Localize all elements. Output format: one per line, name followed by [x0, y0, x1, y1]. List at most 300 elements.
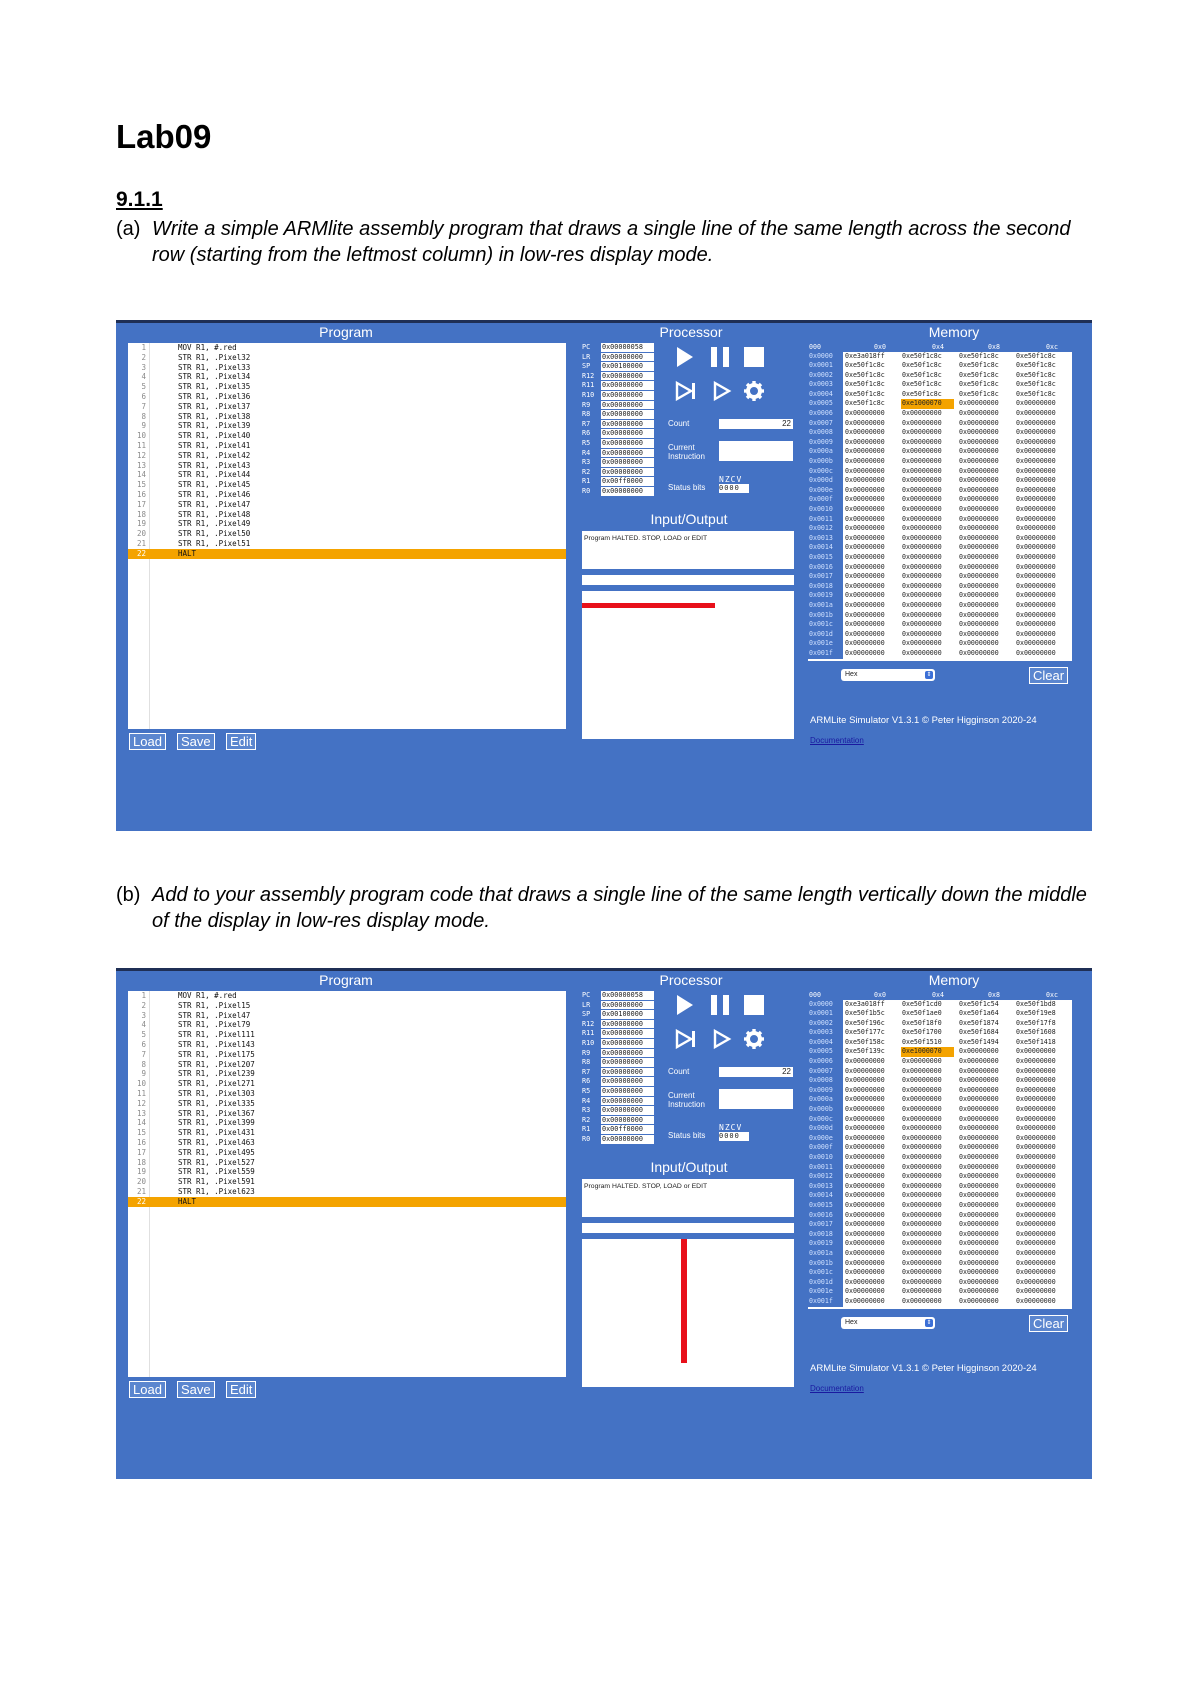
memory-word: 0x00000000: [1016, 495, 1056, 504]
save-button[interactable]: Save: [177, 1381, 215, 1398]
instruction-text: MOV R1, #.red: [178, 343, 237, 352]
instruction-text: STR R1, .Pixel33: [178, 362, 251, 372]
memory-address: 0x0010: [808, 505, 843, 515]
memory-word: 0x00000000: [902, 466, 942, 475]
instruction-text: STR R1, .Pixel49: [178, 519, 251, 529]
memory-word: 0x00000000: [1016, 1114, 1056, 1123]
memory-word: 0x00000000: [902, 533, 942, 542]
memory-word: 0x00000000: [1016, 418, 1056, 427]
memory-word: 0x00000000: [959, 485, 999, 494]
line-number: 10: [136, 431, 146, 441]
memory-row: [808, 438, 1072, 448]
instruction-text: STR R1, .Pixel431: [178, 1128, 255, 1138]
register-row: [582, 391, 658, 401]
memory-word: 0xe50f1c8c: [845, 370, 885, 379]
code-line: [128, 402, 566, 412]
memory-word: 0x00000000: [1016, 1200, 1056, 1209]
register-value: 0x00000000: [601, 449, 654, 458]
memory-word: 0x00000000: [845, 639, 885, 648]
register-row: [582, 468, 658, 478]
memory-word: 0x00000000: [845, 1095, 885, 1104]
memory-word: 0x00000000: [959, 581, 999, 590]
lit-pixel: [708, 603, 715, 608]
code-line: [128, 353, 566, 363]
memory-word: 0x00000000: [845, 1085, 885, 1094]
memory-word: 0x00000000: [902, 524, 942, 533]
nzcv-label: NZCV: [719, 1123, 743, 1132]
memory-panel-title: Memory: [928, 972, 980, 988]
memory-word: 0xe50f177c: [845, 1028, 885, 1037]
memory-word: 0x00000000: [959, 1191, 999, 1200]
line-number: 19: [136, 1167, 146, 1177]
pause-icon[interactable]: [711, 995, 731, 1015]
nzcv-value: 0000: [719, 484, 749, 493]
memory-header-row: [808, 991, 1072, 1000]
memory-word: 0x00000000: [1016, 1153, 1056, 1161]
memory-address: 0x0009: [808, 438, 843, 448]
memory-column-header: 0xc: [1046, 343, 1058, 351]
memory-word: 0x00000000: [902, 1210, 942, 1219]
memory-address: 0x0016: [808, 563, 843, 573]
register-row: [582, 439, 658, 449]
memory-word: 0x00000000: [959, 610, 999, 619]
line-number: 11: [136, 1088, 146, 1098]
memory-word: 0x00000000: [959, 543, 999, 552]
memory-word: 0xe50f1c8c: [959, 389, 999, 398]
line-number: 6: [141, 1039, 146, 1049]
pixel-display: [582, 1239, 794, 1387]
memory-header-row: [808, 343, 1072, 352]
memory-word: 0x00000000: [1016, 1248, 1056, 1257]
io-panel-title: Input/Output: [650, 511, 728, 527]
memory-word: 0xe50f1700: [902, 1028, 942, 1037]
display-format-select[interactable]: [841, 1317, 935, 1329]
memory-word: 0xe50f1c8c: [845, 380, 885, 389]
register-value: 0x00000000: [601, 1001, 654, 1010]
simulator-screenshot-b: [116, 968, 1092, 1479]
instruction-text: STR R1, .Pixel51: [178, 538, 251, 548]
register-name: PC: [582, 343, 591, 351]
memory-word: 0x00000000: [959, 1296, 999, 1305]
input-field[interactable]: [582, 1223, 794, 1233]
memory-row: [808, 1153, 1072, 1163]
memory-word: 0x00000000: [1016, 600, 1056, 609]
code-line: [128, 1050, 566, 1060]
memory-row: [808, 1067, 1072, 1077]
instruction-text: STR R1, .Pixel48: [178, 509, 251, 519]
memory-word: 0xe50f1684: [959, 1028, 999, 1037]
memory-word: 0x00000000: [902, 1095, 942, 1104]
register-value: 0x00000000: [601, 420, 654, 429]
register-row: [582, 372, 658, 382]
line-number: 16: [136, 1137, 146, 1147]
line-number: 15: [136, 1128, 146, 1138]
line-number: 18: [136, 1157, 146, 1167]
memory-address: 0x001f: [808, 649, 843, 659]
step-end-icon[interactable]: [675, 1029, 699, 1049]
line-number: 22: [136, 548, 146, 558]
memory-address: 0x0012: [808, 524, 843, 534]
memory-row: [808, 361, 1072, 371]
pause-icon[interactable]: [711, 347, 731, 367]
line-number: 21: [136, 1186, 146, 1196]
memory-word: 0x00000000: [959, 514, 999, 523]
memory-word: 0x00000000: [845, 600, 885, 609]
memory-row: [808, 1201, 1072, 1211]
memory-word: 0xe50f158c: [845, 1037, 885, 1046]
edit-button[interactable]: Edit: [226, 1381, 256, 1398]
program-panel-title: Program: [319, 972, 373, 988]
memory-word: 0xe1000070: [901, 1047, 954, 1056]
instruction-text: HALT: [178, 548, 197, 558]
instruction-text: HALT: [178, 1196, 197, 1206]
memory-word: 0x00000000: [959, 648, 999, 657]
document-title: Lab09: [116, 118, 212, 155]
program-editor[interactable]: [128, 991, 566, 1377]
count-value: 22: [719, 1067, 793, 1077]
register-name: R12: [582, 1019, 595, 1028]
line-number: 15: [136, 480, 146, 490]
memory-grid: [808, 991, 1072, 1309]
memory-word: 0x00000000: [845, 543, 885, 552]
register-value: 0x00000000: [601, 410, 654, 419]
memory-address: 0x000c: [808, 1115, 843, 1125]
documentation-link[interactable]: Documentation: [810, 1384, 864, 1393]
register-row: [582, 1135, 658, 1145]
memory-word: 0x00000000: [902, 1296, 942, 1305]
memory-row: [808, 1278, 1072, 1288]
memory-word: 0x00000000: [845, 466, 885, 475]
memory-word: 0x00000000: [902, 1143, 942, 1152]
code-line: [128, 529, 566, 539]
register-name: R12: [582, 371, 595, 380]
memory-row: [808, 649, 1072, 659]
memory-word: 0x00000000: [845, 629, 885, 638]
memory-word: 0x00000000: [959, 533, 999, 542]
register-row: [582, 1039, 658, 1049]
register-name: R2: [582, 1115, 591, 1124]
memory-word: 0x00000000: [959, 1287, 999, 1296]
memory-address: 0x0015: [808, 1201, 843, 1211]
register-name: R11: [582, 1029, 595, 1038]
memory-address: 0x001d: [808, 630, 843, 640]
memory-word: 0x00000000: [1016, 1268, 1056, 1277]
code-line: [128, 1197, 566, 1207]
memory-address: 0x001f: [808, 1297, 843, 1307]
memory-word: 0x00000000: [845, 485, 885, 494]
run-icon[interactable]: [677, 347, 693, 367]
memory-address: 0x001a: [808, 1249, 843, 1259]
memory-word: 0x00000000: [1016, 476, 1056, 485]
code-line: [128, 1030, 566, 1040]
memory-word: 0xe50f1874: [959, 1018, 999, 1027]
memory-address: 0x0002: [808, 1019, 843, 1029]
load-button[interactable]: Load: [129, 1381, 166, 1398]
memory-word: 0x00000000: [902, 428, 942, 437]
memory-row: [808, 572, 1072, 582]
memory-word: 0x00000000: [959, 1076, 999, 1085]
memory-word: 0x00000000: [1016, 1296, 1056, 1305]
memory-word: 0x00000000: [1016, 437, 1056, 446]
line-number: 12: [136, 450, 146, 460]
memory-word: 0x00000000: [1016, 1076, 1056, 1085]
instruction-text: STR R1, .Pixel463: [178, 1137, 255, 1147]
memory-word: 0x00000000: [845, 1162, 885, 1171]
memory-word: 0x00000000: [1016, 648, 1056, 657]
memory-column-header: 000: [809, 991, 821, 999]
memory-word: 0x00000000: [845, 1220, 885, 1229]
memory-word: 0x00000000: [845, 1229, 885, 1238]
line-number: 4: [141, 1020, 146, 1030]
memory-address: 0x0011: [808, 1163, 843, 1173]
register-value: 0x00000000: [601, 1020, 654, 1029]
status-bits-label: Status bits: [668, 1131, 706, 1140]
memory-word: 0x00000000: [902, 610, 942, 619]
memory-word: 0x00000000: [1016, 1085, 1056, 1094]
register-name: R4: [582, 1096, 591, 1105]
memory-word: 0x00000000: [845, 1200, 885, 1209]
memory-address: 0x0003: [808, 380, 843, 390]
instruction-text: STR R1, .Pixel32: [178, 352, 251, 362]
memory-row: [808, 467, 1072, 477]
line-number: 3: [141, 1010, 146, 1020]
stop-icon[interactable]: [744, 995, 764, 1015]
documentation-link[interactable]: Documentation: [810, 736, 864, 745]
memory-word: 0x00000000: [1016, 1105, 1056, 1114]
register-row: [582, 1077, 658, 1087]
load-button[interactable]: Load: [129, 733, 166, 750]
code-line: [128, 1128, 566, 1138]
register-value: 0x00000000: [601, 1077, 654, 1086]
memory-address: 0x001b: [808, 611, 843, 621]
memory-word: 0x00000000: [959, 1229, 999, 1238]
memory-address: 0x000a: [808, 447, 843, 457]
instruction-text: STR R1, .Pixel495: [178, 1147, 255, 1157]
instruction-text: STR R1, .Pixel35: [178, 382, 251, 392]
memory-row: [808, 534, 1072, 544]
memory-word: 0x00000000: [845, 533, 885, 542]
memory-word: 0x00000000: [902, 1105, 942, 1114]
input-field[interactable]: [582, 575, 794, 585]
memory-address: 0x0018: [808, 582, 843, 592]
register-row: [582, 487, 658, 497]
memory-word: 0x00000000: [1016, 620, 1056, 629]
memory-address: 0x0008: [808, 1076, 843, 1086]
memory-word: 0x00000000: [902, 1162, 942, 1171]
memory-word: 0x00000000: [902, 1191, 942, 1200]
register-name: R10: [582, 1038, 595, 1047]
line-number: 5: [141, 382, 146, 392]
memory-address: 0x0013: [808, 534, 843, 544]
memory-row: [808, 1239, 1072, 1249]
io-panel-title: Input/Output: [650, 1159, 728, 1175]
question-b: [116, 882, 1106, 934]
memory-address: 0x001e: [808, 1287, 843, 1297]
memory-row: [808, 495, 1072, 505]
line-number: 19: [136, 519, 146, 529]
code-line: [128, 1040, 566, 1050]
memory-word: 0xe50f17f8: [1016, 1018, 1056, 1027]
register-row: [582, 420, 658, 430]
memory-word: 0x00000000: [1016, 533, 1056, 542]
program-editor[interactable]: [128, 343, 566, 729]
register-row: [582, 1029, 658, 1039]
memory-word: 0x00000000: [845, 1296, 885, 1305]
memory-word: 0x00000000: [1016, 457, 1056, 466]
display-format-value: Hex: [845, 671, 858, 678]
status-bits-label: Status bits: [668, 483, 706, 492]
memory-word: 0x00000000: [1016, 466, 1056, 475]
instruction-text: STR R1, .Pixel239: [178, 1069, 255, 1079]
memory-word: 0xe50f139c: [845, 1047, 885, 1056]
memory-row: [808, 1163, 1072, 1173]
code-line: [128, 539, 566, 549]
memory-word: 0x00000000: [902, 1287, 942, 1296]
memory-address: 0x000f: [808, 495, 843, 505]
register-value: 0x00100000: [601, 362, 654, 371]
register-name: R11: [582, 381, 595, 390]
instruction-text: STR R1, .Pixel42: [178, 450, 251, 460]
display-format-select[interactable]: [841, 669, 935, 681]
stop-icon[interactable]: [744, 347, 764, 367]
memory-row: [808, 1182, 1072, 1192]
code-line: [128, 421, 566, 431]
code-line: [128, 1118, 566, 1128]
memory-address: 0x001b: [808, 1259, 843, 1269]
memory-word: 0x00000000: [902, 581, 942, 590]
code-line: [128, 1011, 566, 1021]
memory-row: [808, 1009, 1072, 1019]
line-number: 22: [136, 1196, 146, 1206]
edit-button[interactable]: Edit: [226, 733, 256, 750]
memory-row: [808, 601, 1072, 611]
code-line: [128, 343, 566, 353]
memory-word: 0x00000000: [902, 1057, 942, 1066]
register-row: [582, 381, 658, 391]
program-panel-title: Program: [319, 324, 373, 340]
simulator-credit: ARMLite Simulator V1.3.1 © Peter Higginson 2020-24: [810, 715, 1037, 726]
memory-word: 0x00000000: [845, 620, 885, 629]
instruction-text: STR R1, .Pixel79: [178, 1020, 251, 1030]
register-row: [582, 429, 658, 439]
register-name: R3: [582, 458, 591, 467]
gear-icon[interactable]: [743, 380, 765, 402]
register-row: [582, 1068, 658, 1078]
instruction-text: STR R1, .Pixel44: [178, 470, 251, 480]
step-icon[interactable]: [712, 1029, 732, 1049]
memory-word: 0x00000000: [1016, 428, 1056, 437]
memory-word: 0x00000000: [1016, 1143, 1056, 1152]
line-number: 7: [141, 1049, 146, 1059]
step-end-icon[interactable]: [675, 381, 699, 401]
current-instruction-box: [719, 441, 793, 461]
memory-word: 0x00000000: [959, 1066, 999, 1075]
instruction-text: STR R1, .Pixel34: [178, 372, 251, 382]
memory-address: 0x0001: [808, 1009, 843, 1019]
code-line: [128, 1167, 566, 1177]
memory-word: 0x00000000: [959, 495, 999, 504]
memory-word: 0x00000000: [902, 505, 942, 513]
save-button[interactable]: Save: [177, 733, 215, 750]
memory-word: 0x00000000: [902, 543, 942, 552]
memory-row: [808, 476, 1072, 486]
instruction-text: STR R1, .Pixel38: [178, 411, 251, 421]
memory-word: 0x00000000: [959, 1143, 999, 1152]
memory-address: 0x0006: [808, 1057, 843, 1067]
memory-word: 0x00000000: [902, 1277, 942, 1286]
instruction-text: STR R1, .Pixel175: [178, 1049, 255, 1059]
memory-row: [808, 1105, 1072, 1115]
instruction-text: STR R1, .Pixel15: [178, 1000, 251, 1010]
memory-address: 0x000e: [808, 1134, 843, 1144]
count-label: Count: [668, 419, 690, 428]
code-line: [128, 1089, 566, 1099]
register-value: 0x00000000: [601, 1087, 654, 1096]
register-value: 0x00000000: [601, 1058, 654, 1067]
code-line: [128, 500, 566, 510]
register-name: LR: [582, 1000, 591, 1009]
memory-address: 0x0002: [808, 371, 843, 381]
memory-column-header: 0x4: [932, 991, 944, 999]
register-value: 0x00000000: [601, 1106, 654, 1115]
register-name: R6: [582, 429, 591, 438]
instruction-text: STR R1, .Pixel47: [178, 1010, 251, 1020]
line-number: 14: [136, 470, 146, 480]
memory-row: [808, 1259, 1072, 1269]
code-line: [128, 441, 566, 451]
memory-word: 0x00000000: [959, 1047, 999, 1056]
memory-word: 0x00000000: [902, 1153, 942, 1161]
memory-row: [808, 1124, 1072, 1134]
memory-address: 0x0007: [808, 1067, 843, 1077]
memory-address: 0x0013: [808, 1182, 843, 1192]
memory-address: 0x0014: [808, 1191, 843, 1201]
processor-panel-title: Processor: [659, 972, 723, 988]
instruction-text: STR R1, .Pixel47: [178, 499, 251, 509]
memory-word: 0x00000000: [959, 1133, 999, 1142]
instruction-text: STR R1, .Pixel367: [178, 1108, 255, 1118]
memory-word: 0x00000000: [845, 1057, 885, 1066]
instruction-text: STR R1, .Pixel36: [178, 391, 251, 401]
line-number: 6: [141, 391, 146, 401]
memory-word: 0x00000000: [902, 1239, 942, 1248]
memory-word: 0xe50f1b5c: [845, 1009, 885, 1018]
clear-button[interactable]: Clear: [1029, 667, 1068, 684]
run-icon[interactable]: [677, 995, 693, 1015]
line-number: 5: [141, 1030, 146, 1040]
memory-address: 0x0006: [808, 409, 843, 419]
register-row: [582, 477, 658, 487]
memory-address: 0x0014: [808, 543, 843, 553]
gear-icon[interactable]: [743, 1028, 765, 1050]
memory-address: 0x0003: [808, 1028, 843, 1038]
memory-word: 0x00000000: [902, 476, 942, 485]
memory-word: 0x00000000: [959, 629, 999, 638]
code-line: [128, 1020, 566, 1030]
instruction-text: STR R1, .Pixel303: [178, 1088, 255, 1098]
memory-word: 0x00000000: [1016, 1229, 1056, 1238]
memory-word: 0xe50f1c8c: [959, 380, 999, 389]
memory-word: 0x00000000: [902, 1133, 942, 1142]
clear-button[interactable]: Clear: [1029, 1315, 1068, 1332]
chevron-updown-icon: ⇕: [926, 672, 932, 678]
memory-word: 0x00000000: [902, 418, 942, 427]
memory-word: 0x00000000: [902, 485, 942, 494]
memory-word: 0xe50f1c8c: [902, 389, 942, 398]
memory-word: 0x00000000: [845, 495, 885, 504]
step-icon[interactable]: [712, 381, 732, 401]
memory-word: 0x00000000: [1016, 524, 1056, 533]
